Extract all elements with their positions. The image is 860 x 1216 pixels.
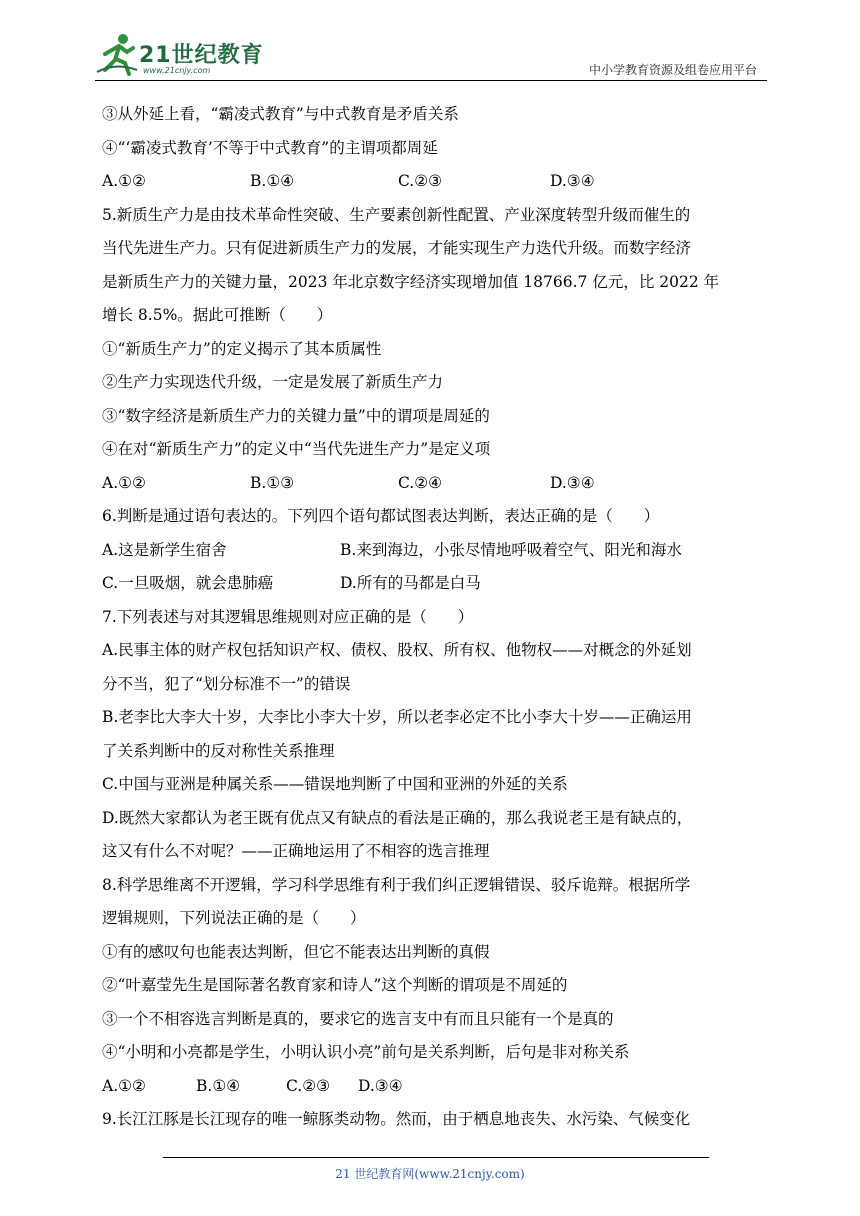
option-b: B.来到海边，小张尽情地呼吸着空气、阳光和海水 [340,540,682,559]
q6-options-row1 [102,534,762,568]
text-line: 增长 8.5%。据此可推断（ ） [102,306,333,324]
page-footer: 21 世纪教育网(www.21cnjy.com) [335,1167,525,1181]
q6-options-row2 [102,567,762,601]
text-line: 是新质生产力的关键力量，2023 年北京数字经济实现增加值 18766.7 亿元，比 2022 年 [102,272,720,291]
text-line: 9.长江江豚是长江现存的唯一鲸豚类动物。然而，由于栖息地丧失、水污染、气候变化 [102,1110,691,1128]
option-b: B.①④ [250,172,295,190]
text-line: 这又有什么不对呢？——正确地运用了不相容的选言推理 [102,842,490,860]
text-line: ④“‘霸凌式教育’不等于中式教育”的主谓项都周延 [102,138,438,157]
site-logo [95,32,265,78]
text-line: A.民事主体的财产权包括知识产权、债权、股权、所有权、他物权——对概念的外延划 [102,641,692,659]
option-a: A.①② [102,172,146,190]
text-line: 6.判断是通过语句表达的。下列四个语句都试图表达判断，表达正确的是（ ） [102,507,660,525]
option-d: D.③④ [358,1076,403,1095]
option-c: C.②④ [398,473,443,492]
option-a: A.这是新学生宿舍 [102,540,227,559]
text-line: ③从外延上看，“霸凌式教育”与中式教育是矛盾关系 [102,105,459,123]
text-line: B.老李比大李大十岁，大李比小李大十岁，所以老李必定不比小李大十岁——正确运用 [102,708,692,726]
logo-text: 21世纪教育 [139,43,264,68]
text-line: ①“新质生产力”的定义揭示了其本质属性 [102,339,382,358]
text-line: ④“小明和小亮都是学生，小明认识小亮”前句是关系判断，后句是非对称关系 [102,1043,630,1061]
option-d: D.③④ [550,172,595,190]
page-header [95,28,767,78]
logo-url: www.21cnjy.com [143,66,211,75]
option-c: C.一旦吸烟，就会患肺癌 [102,574,274,592]
text-line: 分不当，犯了“划分标准不一”的错误 [102,674,351,693]
option-a: A.①② [102,473,146,492]
runner-logo-icon [95,32,139,76]
text-line: 当代先进生产力。只有促进新质生产力的发展，才能实现生产力迭代升级。而数字经济 [102,239,692,257]
document-body [102,98,762,1137]
text-line: ②“叶嘉莹先生是国际著名教育家和诗人”这个判断的谓项是不周延的 [102,976,568,994]
text-line: 了关系判断中的反对称性关系推理 [102,741,335,760]
text-line: C.中国与亚洲是种属关系——错误地判断了中国和亚洲的外延的关系 [102,775,568,793]
text-line: 5.新质生产力是由技术革命性突破、生产要素创新性配置、产业深度转型升级而催生的 [102,205,691,224]
q4-options [102,165,762,199]
text-line: 7.下列表述与对其逻辑思维规则对应正确的是（ ） [102,607,474,626]
option-c: C.②③ [286,1076,331,1095]
option-d: D.所有的马都是白马 [340,574,481,592]
text-line: D.既然大家都认为老王既有优点又有缺点的看法是正确的，那么我说老王是有缺点的， [102,808,693,827]
option-d: D.③④ [550,473,595,492]
text-line: ③一个不相容选言判断是真的，要求它的选言支中有而且只能有一个是真的 [102,1009,614,1028]
option-b: B.①③ [250,473,295,492]
text-line: ①有的感叹句也能表达判断，但它不能表达出判断的真假 [102,942,490,961]
header-divider [95,80,767,81]
option-a: A.①② [102,1076,146,1095]
q5-options [102,467,762,501]
text-line: 8.科学思维离不开逻辑，学习科学思维有利于我们纠正逻辑错误、驳斥诡辩。根据所学 [102,875,691,894]
text-line: 逻辑规则，下列说法正确的是（ ） [102,909,366,927]
option-c: C.②③ [398,172,443,190]
text-line: ③“数字经济是新质生产力的关键力量”中的谓项是周延的 [102,406,490,425]
platform-title: 中小学教育资源及组卷应用平台 [588,63,757,77]
text-line: ②生产力实现迭代升级，一定是发展了新质生产力 [102,373,444,391]
q8-options [102,1070,762,1104]
text-line: ④在对“新质生产力”的定义中“当代先进生产力”是定义项 [102,440,491,458]
footer-divider [163,1157,709,1158]
option-b: B.①④ [196,1076,241,1095]
